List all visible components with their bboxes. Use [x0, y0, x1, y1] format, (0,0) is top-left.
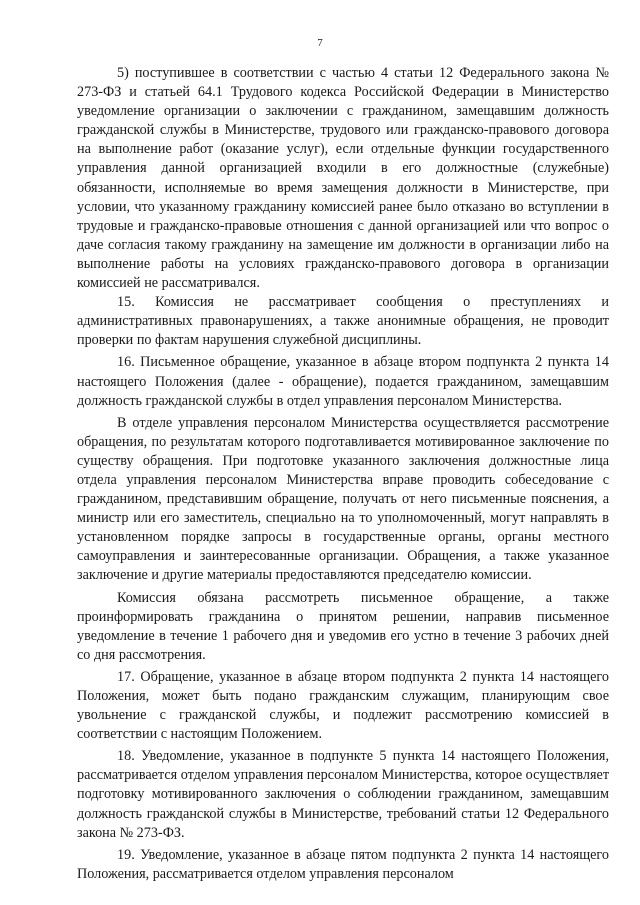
- paragraph-16-review: В отделе управления персоналом Министерства осуществляется рассмотрение обращения, по результатам которого подготавливается мотивированное заключение по существу обращения. При подготовке указанного заключения должностные лица отдела управления персоналом Министерства вправе проводить собеседование с гражданином, представившим обращение, получать от него письменные пояснения, а министр или его заместитель, специально на то уполномоченный, могут направлять в установленном порядке запросы в государственные органы, органы местного самоуправления и заинтересованные организации. Обращения, а также указанное заключение и другие материалы предоставляются председателю комиссии.: [77, 414, 609, 584]
- paragraph-17: 17. Обращение, указанное в абзаце втором подпункта 2 пункта 14 настоящего Положения, может быть подано гражданским служащим, планирующим свое увольнение с гражданской службы, и подлежит рассмотрению комиссией в соответствии с настоящим Положением.: [77, 668, 609, 743]
- paragraph-16: 16. Письменное обращение, указанное в абзаце втором подпункта 2 пункта 14 настоящего Положения (далее - обращение), подается гражданином, замещавшим должность гражданской службы в отдел управления персоналом Министерства.: [77, 354, 609, 409]
- paragraph-19: 19. Уведомление, указанное в абзаце пятом подпункта 2 пункта 14 настоящего Положения, рассматривается отделом управления персоналом: [77, 846, 609, 882]
- paragraph-16-commission: Комиссия обязана рассмотреть письменное обращение, а также проинформировать гражданина о принятом решении, направив письменное уведомление в течение 1 рабочего дня и уведомив его устно в течение 3 рабочих дней со дня рассмотрения.: [77, 589, 609, 663]
- paragraph-item-5: 5) поступившее в соответствии с частью 4 статьи 12 Федерального закона № 273-ФЗ и статьей 64.1 Трудового кодекса Российской Федерации в Министерство уведомление организации о заключении с гражданином, замещавшим должность гражданской службы в Министерстве, трудового или гражданско-правового договора на выполнение работ (оказание услуг), если отдельные функции государственного управления данной организацией входили в его должностные (служебные) обязанности, исполняемые во время замещения должности в Министерстве, при условии, что указанному гражданину комиссией ранее было отказано во вступлении в трудовые и гражданско-правовые отношения с данной организацией или что вопрос о даче согласия такому гражданину на замещение им должности в организации либо на выполнение работы на условиях гражданско-правового договора в организации комиссией не рассматривался.: [77, 65, 609, 292]
- page-number: 7: [317, 37, 323, 49]
- paragraph-15: 15. Комиссия не рассматривает сообщения о преступлениях и административных правонарушениях, а также анонимные обращения, не проводит проверки по фактам нарушения служебной дисциплины.: [77, 294, 609, 349]
- paragraph-18: 18. Уведомление, указанное в подпункте 5 пункта 14 настоящего Положения, рассматривается отделом управления персоналом Министерства, которое осуществляет подготовку мотивированного заключения о соблюдении гражданином, замещавшим должность гражданской службы в Министерстве, требований статьи 12 Федерального закона № 273-ФЗ.: [77, 748, 610, 841]
- document-body: [77, 64, 609, 884]
